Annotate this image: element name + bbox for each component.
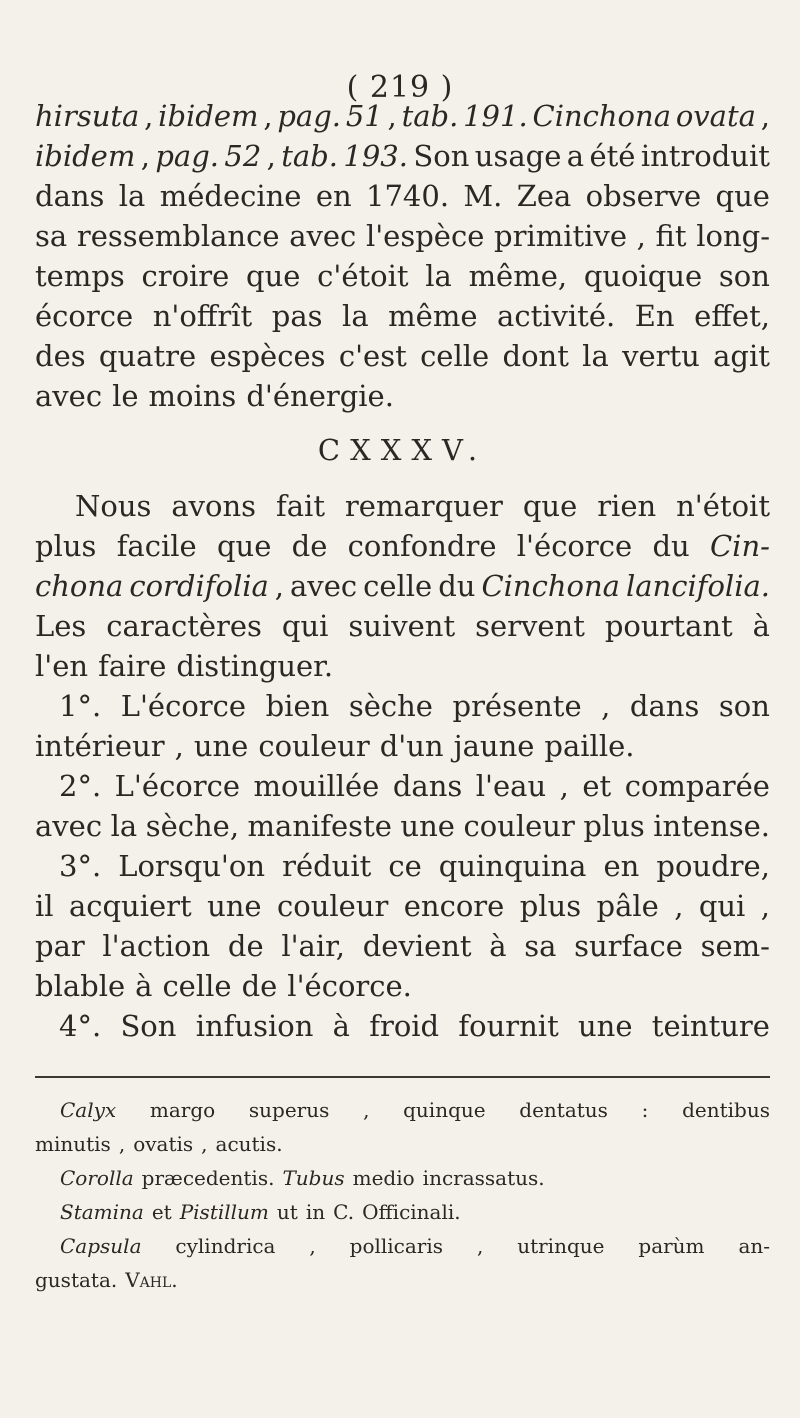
word: le [112, 379, 139, 413]
word: poudre, [656, 849, 770, 883]
word: en [315, 179, 352, 213]
word: ressemblance [76, 219, 280, 253]
word: , [201, 1132, 208, 1156]
word: facile [116, 529, 197, 563]
word: écorce [35, 299, 134, 333]
word: , [266, 139, 276, 173]
word: la [425, 259, 452, 293]
word: distinguer. [176, 649, 334, 683]
word: 51 [345, 99, 383, 133]
word: Vahl. [125, 1268, 178, 1292]
word: qui [698, 889, 746, 923]
text-line [35, 926, 770, 966]
word: l'écorce. [287, 969, 412, 1003]
word: même, [468, 259, 568, 293]
text-line [35, 1263, 770, 1297]
word: En [634, 299, 675, 333]
word: Capsula [60, 1234, 142, 1258]
word: , [760, 99, 770, 133]
word: hirsuta [35, 99, 140, 133]
word: dont [502, 339, 569, 373]
word: Stamina [60, 1200, 144, 1224]
word: il [35, 889, 54, 923]
word: minutis [35, 1132, 111, 1156]
word: activité. [497, 299, 616, 333]
word: an- [738, 1234, 770, 1258]
word: ibidem [158, 99, 259, 133]
word: plus [583, 809, 645, 843]
word: margo [149, 1098, 216, 1122]
word: , [118, 1132, 126, 1156]
word: une [400, 809, 455, 843]
word: usage [474, 139, 562, 173]
word: , [636, 219, 646, 253]
word: l'action [102, 929, 211, 963]
word: celle [420, 339, 490, 373]
word: Officinali. [362, 1200, 461, 1224]
word: à [489, 929, 507, 963]
word: dans [629, 689, 700, 723]
text-line [35, 216, 770, 256]
paragraph-zea-observation [35, 96, 770, 416]
word: mouillée [253, 769, 380, 803]
word: dentibus [682, 1098, 770, 1122]
word: effet, [694, 299, 770, 333]
word: pâle [596, 889, 659, 923]
word: sèche [348, 689, 433, 723]
word: intérieur [35, 729, 165, 763]
word: pag. [277, 99, 341, 133]
text-line [35, 726, 770, 766]
word: d'un [379, 729, 444, 763]
word: médecine [159, 179, 302, 213]
word: quinquina [438, 849, 587, 883]
text-line [35, 526, 770, 566]
word: , [144, 99, 154, 133]
word: pollicaris [349, 1234, 444, 1258]
word: plus [35, 529, 97, 563]
word: , [476, 1234, 484, 1258]
word: lancifolia. [625, 569, 770, 603]
word: intense. [653, 809, 770, 843]
word: que [246, 259, 301, 293]
word: l'air, [281, 929, 346, 963]
word: surface [574, 929, 683, 963]
word: Nous [75, 489, 152, 523]
word: 191. [463, 99, 528, 133]
word: temps [35, 259, 125, 293]
word: présente [452, 689, 582, 723]
text-line [35, 1229, 770, 1263]
word: suivent [348, 609, 456, 643]
word: couleur [463, 809, 575, 843]
word: L'écorce [120, 689, 247, 723]
word: cylindrica [175, 1234, 276, 1258]
word: espèces [209, 339, 326, 373]
word: sem- [700, 929, 770, 963]
word: comparée [624, 769, 770, 803]
word: que [715, 179, 770, 213]
word: introduit [640, 139, 770, 173]
word: primitive [494, 219, 627, 253]
word: la [582, 339, 609, 373]
word: réduit [282, 849, 372, 883]
word: quinque [403, 1098, 486, 1122]
word: Zea [516, 179, 572, 213]
word: du [652, 529, 690, 563]
word: que [216, 529, 272, 563]
word: parùm [638, 1234, 705, 1258]
text-line [35, 176, 770, 216]
word: couleur [258, 729, 370, 763]
word: une [193, 729, 249, 763]
word: fait [276, 489, 325, 523]
word: acutis. [215, 1132, 283, 1156]
word: Cinchona [481, 569, 620, 603]
word: confondre [347, 529, 497, 563]
word: agit [713, 339, 770, 373]
word: jaune [453, 729, 535, 763]
text-line [35, 136, 770, 176]
word: , [601, 689, 611, 723]
text-line [35, 336, 770, 376]
word: son [718, 259, 770, 293]
word: , [760, 889, 770, 923]
word: en [603, 849, 640, 883]
text-line [35, 886, 770, 926]
word: 4°. [59, 1009, 102, 1043]
word: superus [248, 1098, 330, 1122]
word: l'écorce [516, 529, 633, 563]
word: rien [597, 489, 657, 523]
word: infusion [195, 1009, 314, 1043]
main-text [35, 96, 770, 1046]
word: pag. [155, 139, 219, 173]
word: qui [281, 609, 329, 643]
word: quatre [98, 339, 197, 373]
word: fit [655, 219, 687, 253]
text-line [35, 606, 770, 646]
word: à [752, 609, 770, 643]
word: froid [369, 1009, 440, 1043]
text-line [35, 686, 770, 726]
word: pas [271, 299, 323, 333]
text-line [35, 1093, 770, 1127]
word: ovatis [133, 1132, 194, 1156]
word: par [35, 929, 85, 963]
word: præcedentis. [141, 1166, 275, 1190]
word: la [342, 299, 369, 333]
word: sèche, [145, 809, 240, 843]
word: encore [403, 889, 505, 923]
word: chona [35, 569, 124, 603]
word: la [110, 809, 138, 843]
word: Tubus [282, 1166, 345, 1190]
word: sa [524, 929, 557, 963]
word: teinture [651, 1009, 770, 1043]
word: Cin- [709, 529, 770, 563]
text-line [35, 1006, 770, 1046]
text-line [35, 806, 770, 846]
word: avec [289, 219, 357, 253]
word: ce [388, 849, 422, 883]
word: l'espèce [365, 219, 485, 253]
word: une [578, 1009, 633, 1043]
word: C. [333, 1200, 355, 1224]
word: Lorsqu'on [118, 849, 266, 883]
word: de [291, 529, 328, 563]
word: avec [35, 379, 103, 413]
text-line [35, 766, 770, 806]
word: incrassatus. [422, 1166, 545, 1190]
text-line [35, 566, 770, 606]
word: , [274, 569, 285, 603]
footnote-separator [35, 1076, 770, 1078]
text-line [35, 96, 770, 136]
word: , [674, 889, 684, 923]
word: paille. [544, 729, 635, 763]
word: 193. [343, 139, 408, 173]
word: quoique [583, 259, 703, 293]
word: a [566, 139, 585, 173]
word: à [135, 969, 153, 1003]
word: long- [696, 219, 770, 253]
word: c'est [338, 339, 407, 373]
word: et [582, 769, 612, 803]
word: n'étoit [676, 489, 770, 523]
word: ibidem [35, 139, 136, 173]
word: medio [352, 1166, 415, 1190]
word: c'étoit [317, 259, 409, 293]
text-line [35, 646, 770, 686]
word: in [305, 1200, 326, 1224]
word: celle [363, 569, 433, 603]
word: du [438, 569, 476, 603]
word: tab. [281, 139, 339, 173]
text-line [35, 1195, 770, 1229]
word: l'en [35, 649, 89, 683]
word: , [363, 1098, 370, 1122]
word: acquiert [68, 889, 192, 923]
page-number: ( 219 ) [346, 70, 454, 105]
word: l'eau [475, 769, 547, 803]
word: sa [35, 219, 68, 253]
word: ut [276, 1200, 298, 1224]
word: , [309, 1234, 316, 1258]
word: croire [141, 259, 230, 293]
word: celle [162, 969, 232, 1003]
word: bien [265, 689, 330, 723]
word: M. [463, 179, 503, 213]
section-heading: CXXXV. [317, 433, 488, 467]
word: faire [98, 649, 167, 683]
word: avons [171, 489, 257, 523]
word: de [241, 969, 278, 1003]
text-line [35, 376, 770, 416]
word: servent [475, 609, 585, 643]
word: de [227, 929, 264, 963]
word: la [118, 179, 146, 213]
text-line [35, 256, 770, 296]
word: dans [35, 179, 105, 213]
text-line [35, 296, 770, 336]
word: à [332, 1009, 350, 1043]
word: ovata [675, 99, 756, 133]
text-line [35, 846, 770, 886]
word: remarquer [344, 489, 503, 523]
word: observe [585, 179, 702, 213]
word: dans [392, 769, 463, 803]
word: avec [35, 809, 103, 843]
word: , [140, 139, 150, 173]
word: Son [413, 139, 470, 173]
text-line [35, 966, 770, 1006]
paragraph-distinguishing-characters [35, 486, 770, 1046]
footnote [35, 1093, 770, 1297]
word: Pistillum [179, 1200, 269, 1224]
word: Calyx [60, 1098, 117, 1122]
word: L'écorce [114, 769, 241, 803]
word: utrinque [517, 1234, 605, 1258]
word: 1°. [59, 689, 102, 723]
word: 1740. [366, 179, 450, 213]
word: une [207, 889, 262, 923]
word: Son [120, 1009, 177, 1043]
word: couleur [277, 889, 389, 923]
word: fournit [458, 1009, 559, 1043]
word: 2°. [59, 769, 102, 803]
word: moins [148, 379, 237, 413]
word: 52 [224, 139, 262, 173]
word: gustata. [35, 1268, 118, 1292]
word: cordifolia [129, 569, 269, 603]
word: d'énergie. [246, 379, 394, 413]
word: Cinchona [532, 99, 671, 133]
word: Corolla [60, 1166, 134, 1190]
word: , [559, 769, 569, 803]
word: dentatus [519, 1098, 608, 1122]
word: caractères [106, 609, 262, 643]
word: pourtant [604, 609, 733, 643]
word: 3°. [59, 849, 102, 883]
word: été [589, 139, 636, 173]
word: plus [519, 889, 582, 923]
word: : [641, 1098, 649, 1122]
word: même [388, 299, 478, 333]
word: des [35, 339, 86, 373]
word: son [718, 689, 770, 723]
word: que [522, 489, 578, 523]
word: tab. [401, 99, 459, 133]
word: blable [35, 969, 126, 1003]
text-line [35, 1127, 770, 1161]
word: et [151, 1200, 172, 1224]
word: n'offrît [152, 299, 253, 333]
word: manifeste [247, 809, 392, 843]
word: avec [290, 569, 358, 603]
word: , [387, 99, 397, 133]
word: , [174, 729, 184, 763]
word: vertu [622, 339, 700, 373]
text-line [35, 486, 770, 526]
word: devient [362, 929, 472, 963]
text-line [35, 1161, 770, 1195]
word: Les [35, 609, 87, 643]
word: , [263, 99, 273, 133]
